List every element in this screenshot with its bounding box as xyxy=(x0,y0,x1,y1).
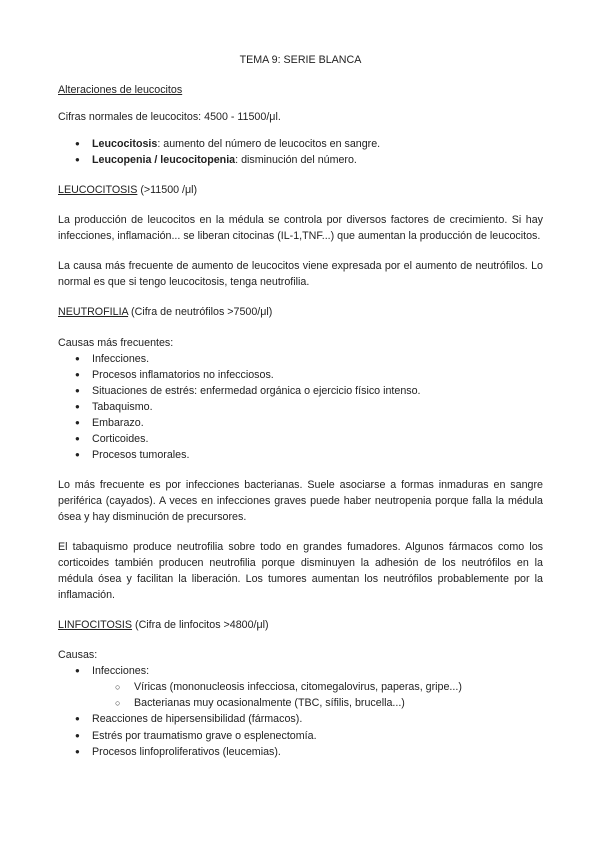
term-description: : aumento del número de leucocitos en sangre. xyxy=(157,138,381,151)
neutrofilia-paragraph-1: Lo más frecuente es por infecciones bacterianas. Suele asociarse a formas inmaduras en sangre periférica (cayados). A veces en infecciones graves puede haber neutropenia porque falla la médula ósea y hay disminución de precursores. xyxy=(58,478,543,523)
neutrofilia-paragraph-2: El tabaquismo produce neutrofilia sobre todo en grandes fumadores. Algunos fármacos como los corticoides también producen neutrofilia porque disminuyen la adhesión de los neutrófilos en la médula ósea y facilitan la liberación. Los tumores aumentan los neutrófilos probablemente por la inflamación. xyxy=(58,541,543,602)
list-item xyxy=(58,152,543,168)
neutrofilia-heading-text: NEUTROFILIA xyxy=(58,306,129,319)
linfocitosis-causes-label: Causas: xyxy=(58,649,98,662)
alteraciones-list xyxy=(58,136,543,168)
leucocitosis-heading-text: LEUCOCITOSIS xyxy=(58,184,138,197)
list-item xyxy=(58,663,543,711)
list-item: ● Procesos inflamatorios no infecciosos. xyxy=(58,367,543,383)
linfocitosis-heading-suffix: (Cifra de linfocitos >4800/μl) xyxy=(132,619,269,632)
list-item: ● Corticoides. xyxy=(58,431,543,447)
list-item: ● Procesos linfoproliferativos (leucemias). xyxy=(58,744,543,760)
document-page xyxy=(58,52,543,760)
list-item: ● Estrés por traumatismo grave o esplenectomía. xyxy=(58,728,543,744)
infection-subitems-list xyxy=(58,679,543,711)
leucocitosis-paragraph-1: La producción de leucocitos en la médula se controla por diversos factores de crecimiento. Si hay infecciones, inflamación... se liberan citocinas (IL-1,TNF...) que aumentan la producción de leucocitos. xyxy=(58,214,543,243)
term-leucocitosis: Leucocitosis xyxy=(92,138,158,151)
sub-list-item: ○ Víricas (mononucleosis infecciosa, citomegalovirus, paperas, gripe...) xyxy=(58,679,543,695)
leucocitosis-heading-suffix: (>11500 /μl) xyxy=(137,184,198,197)
section-heading-neutrofilia xyxy=(58,304,543,320)
page-title: TEMA 9: SERIE BLANCA xyxy=(239,54,362,66)
list-item: ● Embarazo. xyxy=(58,415,543,431)
infections-label: Infecciones: xyxy=(92,665,150,678)
list-item: ● Situaciones de estrés: enfermedad orgánica o ejercicio físico intenso. xyxy=(58,383,543,399)
neutrofilia-heading-suffix: (Cifra de neutrófilos >7500/μl) xyxy=(128,306,273,319)
neutrofilia-causes-list xyxy=(58,351,543,463)
section-heading-linfocitosis xyxy=(58,617,543,633)
term-leucopenia: Leucopenia / leucocitopenia xyxy=(92,154,236,167)
list-item: ● Infecciones. xyxy=(58,351,543,367)
linfocitosis-heading-text: LINFOCITOSIS xyxy=(58,619,133,632)
sub-list-item: ○ Bacterianas muy ocasionalmente (TBC, sífilis, brucella...) xyxy=(58,695,543,711)
list-item: ● Tabaquismo. xyxy=(58,399,543,415)
list-item xyxy=(58,136,543,152)
list-item: ● Procesos tumorales. xyxy=(58,447,543,463)
normal-values-text: Cifras normales de leucocitos: 4500 - 11500/μl. xyxy=(58,111,281,124)
list-item: ● Reacciones de hipersensibilidad (fármacos). xyxy=(58,711,543,727)
leucocitosis-paragraph-2: La causa más frecuente de aumento de leucocitos viene expresada por el aumento de neutrófilos. Lo normal es que si tengo leucocitosis, tenga neutrofilia. xyxy=(58,260,543,289)
alteraciones-heading-text: Alteraciones de leucocitos xyxy=(58,84,183,97)
term-description: : disminución del número. xyxy=(235,154,357,167)
linfocitosis-causes-list xyxy=(58,663,543,759)
section-heading-alteraciones xyxy=(58,82,543,98)
neutrofilia-causes-label: Causas más frecuentes: xyxy=(58,336,174,349)
section-heading-leucocitosis xyxy=(58,182,543,198)
